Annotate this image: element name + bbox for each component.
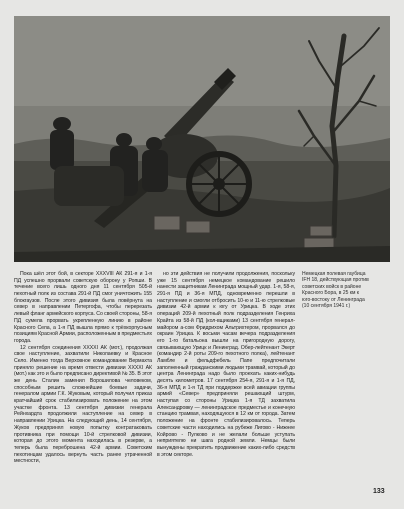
- photo-german-howitzer: [14, 16, 390, 262]
- article-column-left: [14, 271, 152, 465]
- photo-caption: Немецкая полевая гаубица IFH 18, действующая против советских войск в районе Красного Бора, в 25 км к юго-востоку от Ленинграда (10 сентября 1941 г.): [302, 271, 369, 310]
- page-number: 133: [373, 488, 385, 495]
- paragraph: Пока шёл этот бой, в секторе XXXVIII АК 291-я и 1-я ПД успешно прорвали советскую оборону у Ропши. В течение всего лишь одного дня 11 сентября 505-й пехотный полк из состава 291-й ПД смог уничтожить 155 блокгаузов. После этого дивизия была повёрнута на север в направлении Петергофа, чтобы перерезать левый фланг армейского корпуса. Со своей стороны, 58-я ПД сумела прорвать укрепленную линию в районе Красного Села, а 1-я ПД вышла прямо к трёхкорпусным позициям Красной Армии, расположенным в предместьях города.: [14, 271, 153, 344]
- artillery-photo-icon: [14, 16, 390, 262]
- article-column-middle: [157, 271, 295, 458]
- paragraph: 12 сентября соединения XXXXI АК (мот.), продолжая свое наступление, захватили Николаевку и Красное Село. Именно тогда Верховное командование Вермахта приняло решение на время отвести дивизии XXXXI АК (мот.) как это и было предписано директивой № 35. В этот же день Сталин заменил Ворошилова человеком, способным решить сложнейшие боевые задачи, генералом армии Г.К. Жуковым, который получил приказ кратчайший срок стабилизировать положение на этом участке фронта. 13 сентября дивизии генерала Рейнхардта продолжили наступление на север в направлении Урицка. На следующий день, 14 сентября, Жуков предпринял новую попытку контратаковать противника при помощи 10-й стрелковой дивизии, которая до этого момента находилась в резерве, а теперь была переброшена 42-й армии. Советским пехотинцам удалось вернуть часть ранее утраченной местности,: [14, 344, 152, 465]
- paragraph: но эти действия не получили продолжения, поскольку уже 15 сентября немецкое командование решило нанести защитникам Ленинграда мощный удар. 1-я, 58-я, 291-я ПД и 36-я МПД, одновременно перешли в наступление и смогли отбросить 10-ю и 11-ю стрелковые дивизии 42-й армии к югу от Урицка. В ходе этих операций 209-й пехотный полк подразделения Генриха Крайта из 58-й ПД (кол-вщиками) 13 сентября генерал-майором а-сом Фридрихом Альтрихтером, прорвался до окраин Урицка. К восьми часам вечера подразделения его 1-го батальона вышли на пригородную дорогу, связывающую Урицк и Ленинград. Обер-лейтенант Экерт (командир 2-й роты 209-го пехотного полка), лейтенант Ламбле и фельдфебель Папе предпочитали заполненный гражданскими людьми трамвай, который до центра Ленинграда надо было проехать каких-нибудь десять километров. 17 сентября 254-я, 291-я и 1-я ПД, 36-я МПД и 1-я ТД при поддержке всей авиации группы армий «Север» предприняли решающий штурм, наступая со стороны Урицка 1-я ТД захватила Александровку — ленинградское предместье и конечную станцию трамвая, находящуюся в 12 км от города. Затем положение на фронте стабилизировалось. Теперь советские части находились на рубеже Лигово - Нижнее Койрово - Пулково и не желали больше уступать неприятелю ни шага родной земли. Немцы были вынуждены прекратить продвижение каких-либо средств в этом секторе.: [157, 271, 295, 458]
